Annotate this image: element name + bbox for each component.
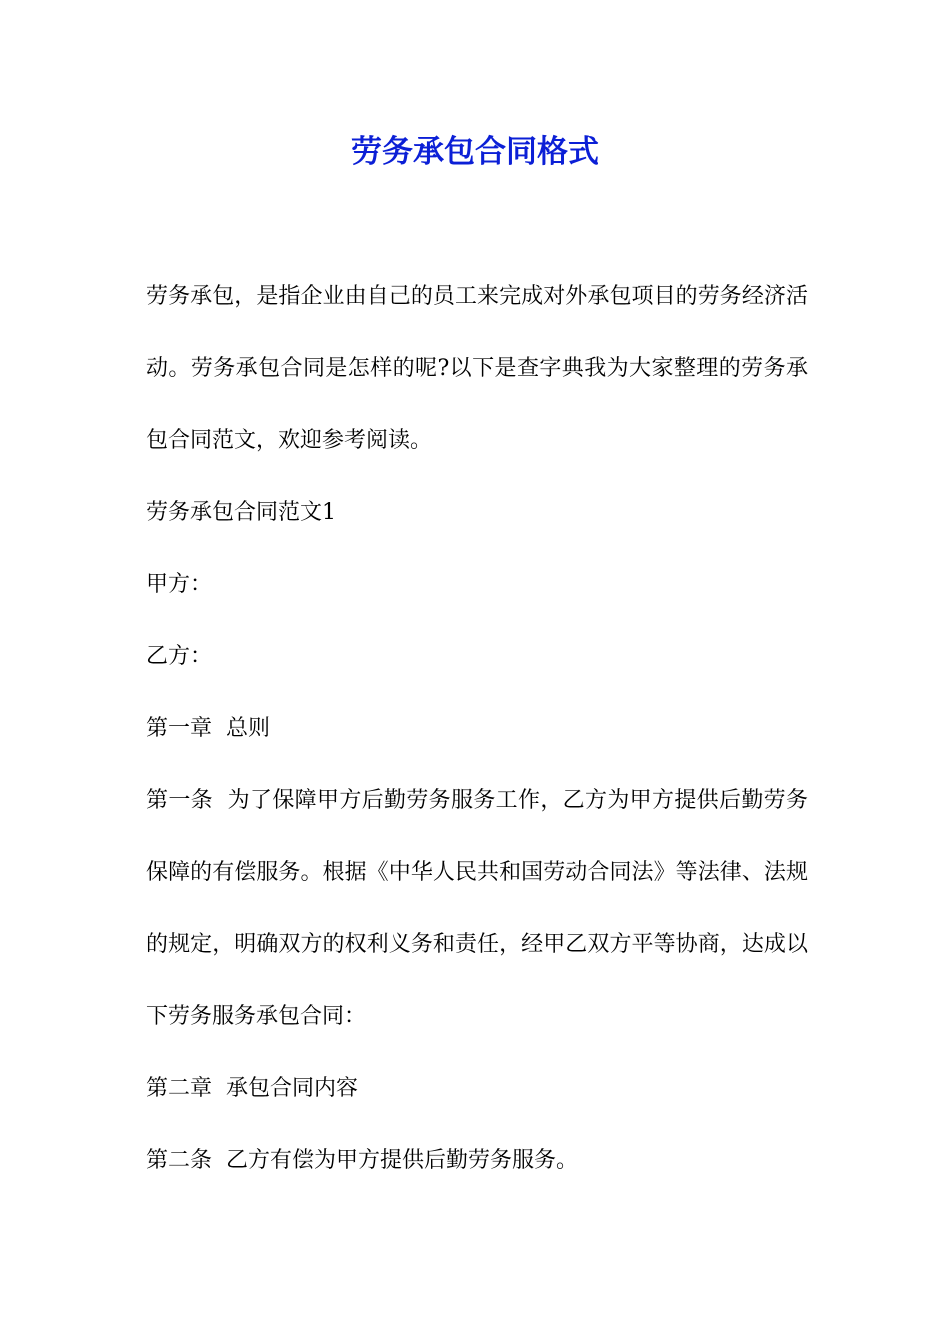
- intro-paragraph: 劳务承包，是指企业由自己的员工来完成对外承包项目的劳务经济活动。劳务承包合同是怎样的呢?以下是查字典我为大家整理的劳务承包合同范文，欢迎参考阅读。: [146, 284, 808, 453]
- document-body: [146, 261, 808, 1197]
- article-1-paragraph: 第一条 为了保障甲方后勤劳务服务工作，乙方为甲方提供后勤劳务保障的有偿服务。根据《中华人民共和国劳动合同法》等法律、法规的规定，明确双方的权利义务和责任，经甲乙双方平等协商，达成以下劳务服务承包合同：: [146, 788, 808, 1029]
- chapter-2-heading: 第二章 承包合同内容: [146, 1076, 358, 1101]
- article-2-paragraph: 第二条 乙方有偿为甲方提供后勤劳务服务。: [146, 1148, 578, 1173]
- party-b-line: 乙方：: [146, 644, 213, 669]
- party-a-line: 甲方：: [146, 572, 213, 597]
- document-title: 劳务承包合同格式: [351, 134, 599, 170]
- chapter-1-heading: 第一章 总则: [146, 716, 270, 741]
- sample-heading: 劳务承包合同范文1: [146, 500, 336, 525]
